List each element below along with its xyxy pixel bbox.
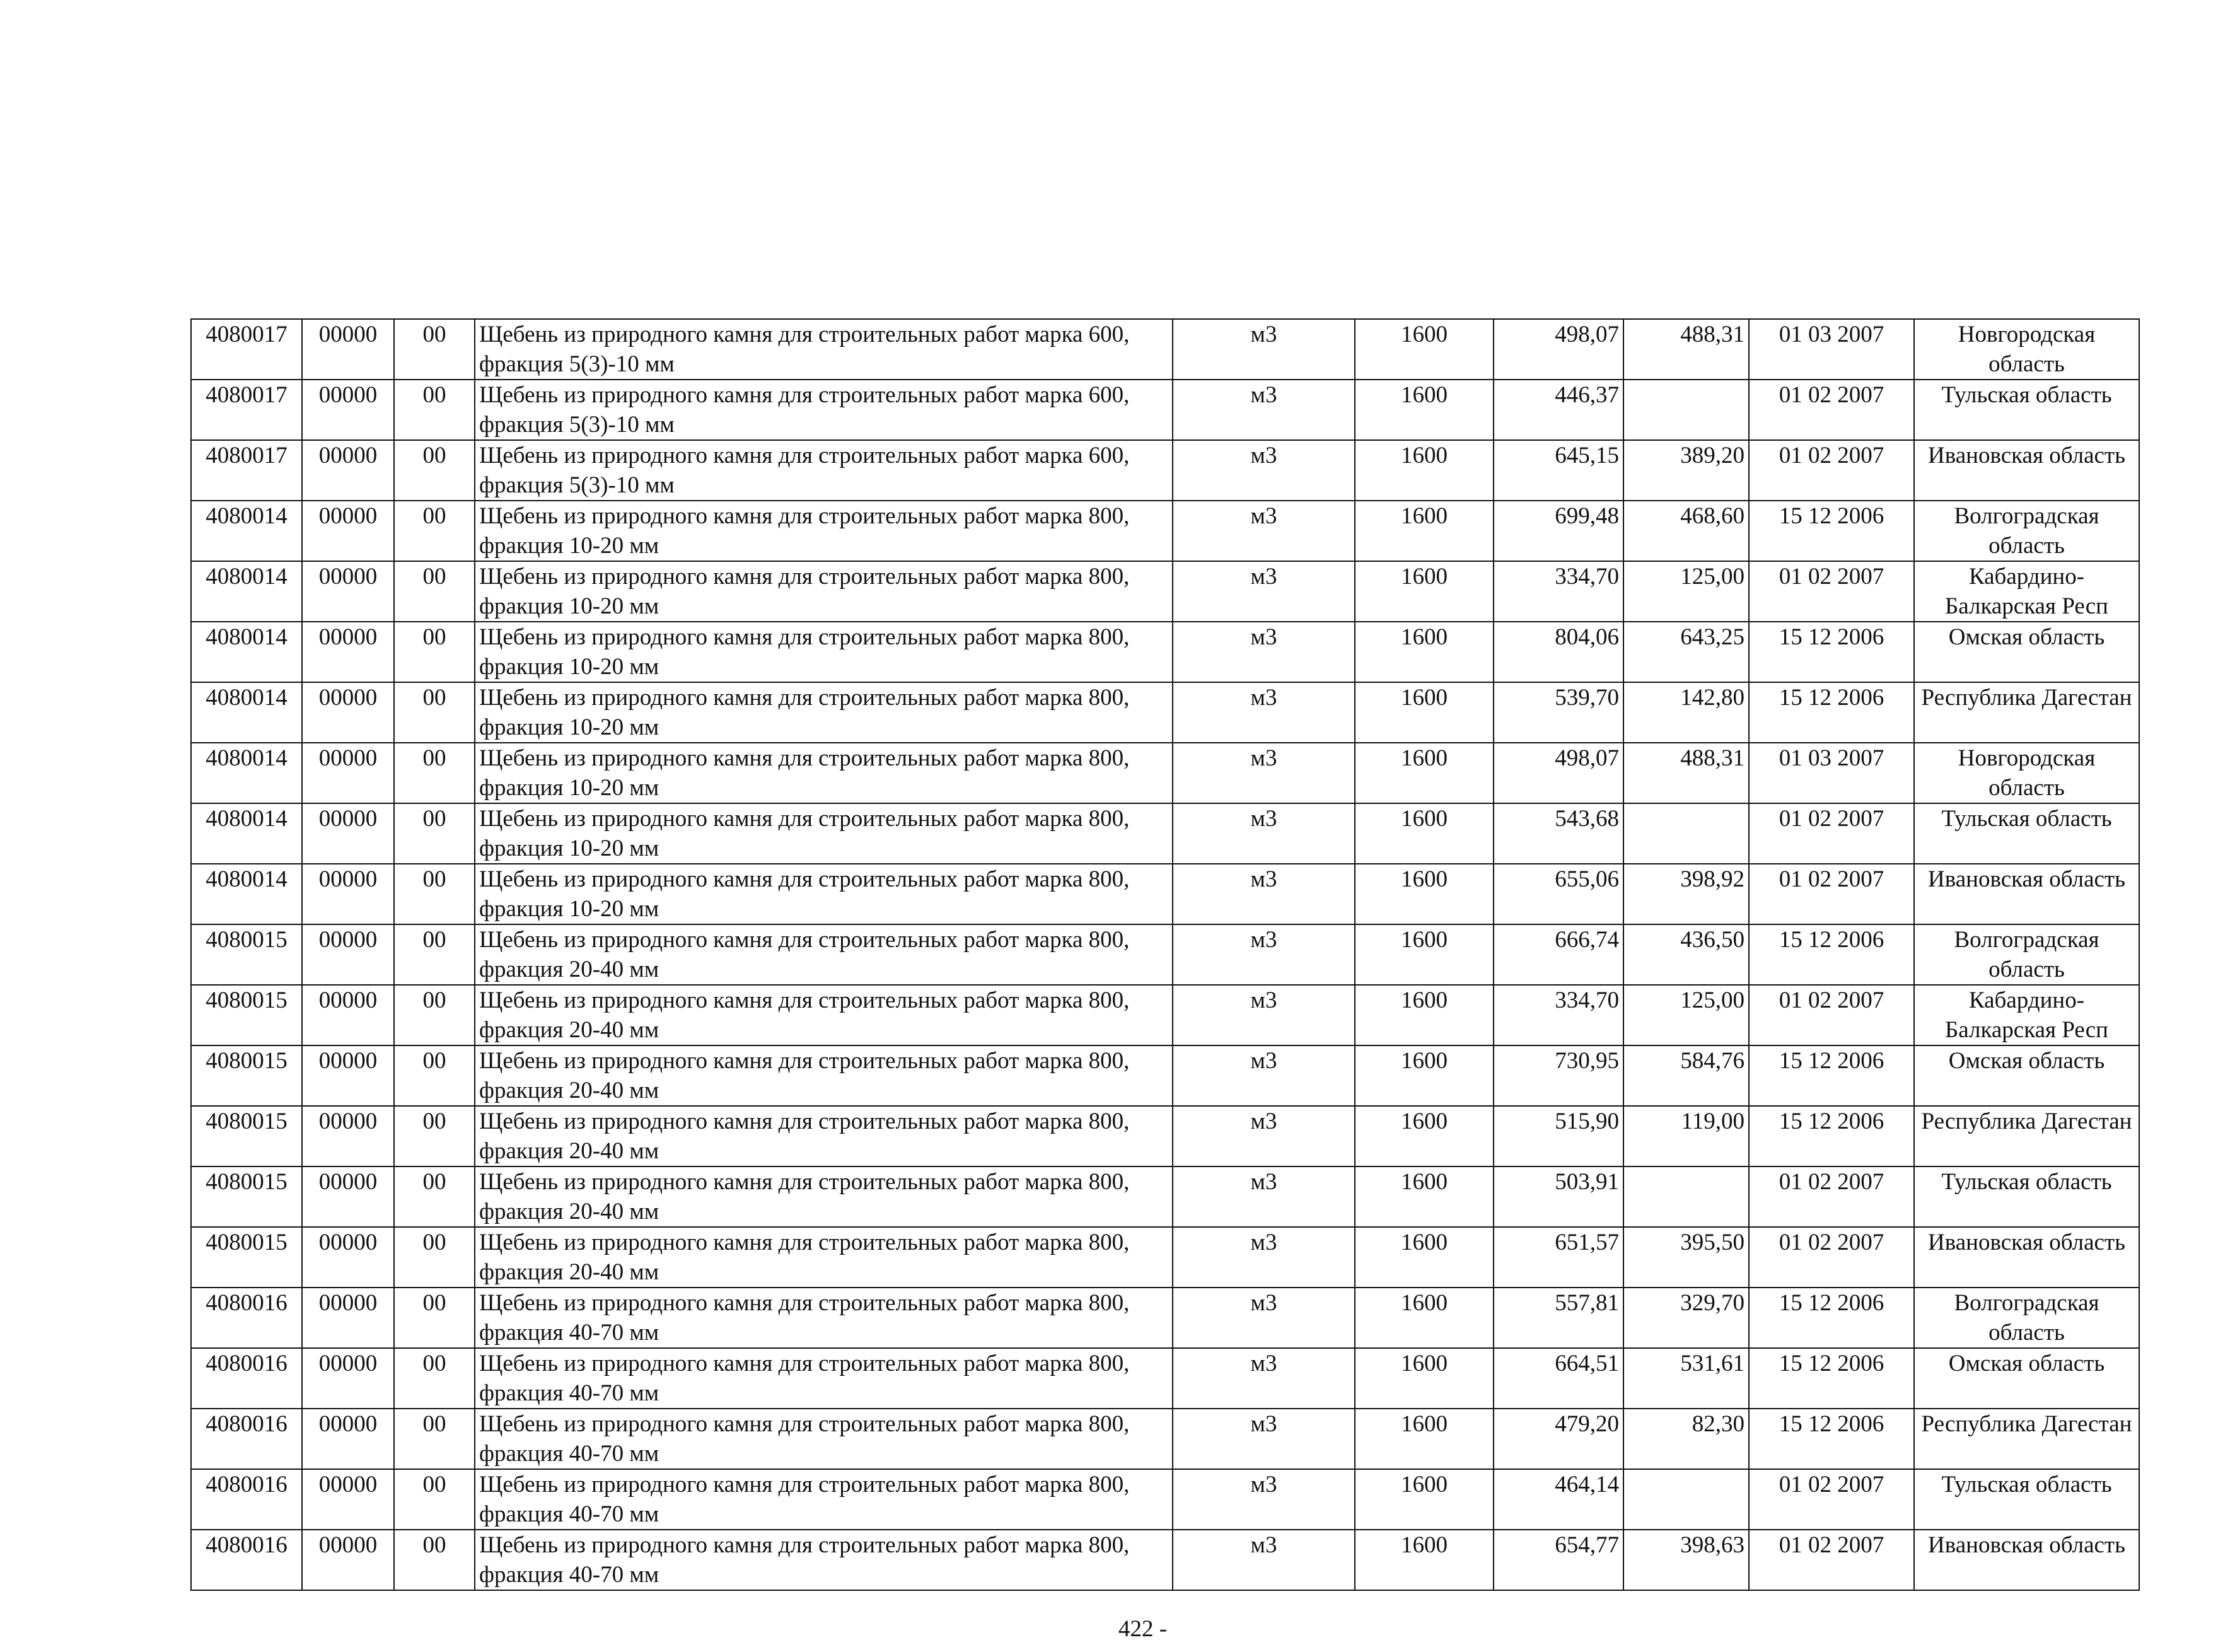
quantity-cell: 1600 xyxy=(1355,501,1494,561)
extension-cell: 00 xyxy=(394,1530,475,1590)
extension-cell: 00 xyxy=(394,380,475,440)
table-row xyxy=(191,985,2139,1045)
unit-cell: м3 xyxy=(1173,803,1355,864)
date-cell: 15 12 2006 xyxy=(1749,1288,1914,1348)
region-cell: Тульская область xyxy=(1914,803,2139,864)
extension-cell: 00 xyxy=(394,1227,475,1288)
subcode-cell: 00000 xyxy=(302,864,394,924)
extension-cell: 00 xyxy=(394,1045,475,1106)
region-cell: Волгоградская область xyxy=(1914,1288,2139,1348)
extension-cell: 00 xyxy=(394,501,475,561)
extension-cell: 00 xyxy=(394,1106,475,1166)
unit-cell: м3 xyxy=(1173,1106,1355,1166)
quantity-cell: 1600 xyxy=(1355,924,1494,985)
unit-cell: м3 xyxy=(1173,985,1355,1045)
quantity-cell: 1600 xyxy=(1355,319,1494,380)
subcode-cell: 00000 xyxy=(302,682,394,743)
unit-cell: м3 xyxy=(1173,743,1355,803)
unit-cell: м3 xyxy=(1173,501,1355,561)
extension-cell: 00 xyxy=(394,1288,475,1348)
code-cell: 4080014 xyxy=(191,561,302,622)
price-cell: 334,70 xyxy=(1494,561,1623,622)
quantity-cell: 1600 xyxy=(1355,1227,1494,1288)
subcode-cell: 00000 xyxy=(302,985,394,1045)
region-cell: Ивановская область xyxy=(1914,1227,2139,1288)
price-alt-cell: 389,20 xyxy=(1623,440,1749,501)
price-cell: 651,57 xyxy=(1494,1227,1623,1288)
quantity-cell: 1600 xyxy=(1355,864,1494,924)
price-cell: 730,95 xyxy=(1494,1045,1623,1106)
code-cell: 4080014 xyxy=(191,501,302,561)
region-cell: Республика Дагестан xyxy=(1914,1106,2139,1166)
price-cell: 699,48 xyxy=(1494,501,1623,561)
subcode-cell: 00000 xyxy=(302,440,394,501)
extension-cell: 00 xyxy=(394,803,475,864)
code-cell: 4080014 xyxy=(191,682,302,743)
region-cell: Ивановская область xyxy=(1914,1530,2139,1590)
price-alt-cell: 398,63 xyxy=(1623,1530,1749,1590)
name-cell: Щебень из природного камня для строительных работ марка 600, фракция 5(3)-10 мм xyxy=(475,319,1173,380)
extension-cell: 00 xyxy=(394,561,475,622)
price-cell: 479,20 xyxy=(1494,1409,1623,1469)
date-cell: 01 03 2007 xyxy=(1749,743,1914,803)
extension-cell: 00 xyxy=(394,1409,475,1469)
price-table xyxy=(190,318,2140,1591)
price-alt-cell: 395,50 xyxy=(1623,1227,1749,1288)
subcode-cell: 00000 xyxy=(302,1106,394,1166)
date-cell: 01 02 2007 xyxy=(1749,1469,1914,1530)
region-cell: Омская область xyxy=(1914,1045,2139,1106)
name-cell: Щебень из природного камня для строительных работ марка 600, фракция 5(3)-10 мм xyxy=(475,380,1173,440)
quantity-cell: 1600 xyxy=(1355,1469,1494,1530)
code-cell: 4080015 xyxy=(191,924,302,985)
name-cell: Щебень из природного камня для строительных работ марка 800, фракция 10-20 мм xyxy=(475,682,1173,743)
extension-cell: 00 xyxy=(394,622,475,682)
quantity-cell: 1600 xyxy=(1355,380,1494,440)
code-cell: 4080016 xyxy=(191,1530,302,1590)
code-cell: 4080015 xyxy=(191,1227,302,1288)
price-alt-cell: 531,61 xyxy=(1623,1348,1749,1409)
price-cell: 804,06 xyxy=(1494,622,1623,682)
table-row xyxy=(191,319,2139,380)
quantity-cell: 1600 xyxy=(1355,803,1494,864)
name-cell: Щебень из природного камня для строительных работ марка 800, фракция 10-20 мм xyxy=(475,622,1173,682)
table-row xyxy=(191,1348,2139,1409)
price-alt-cell xyxy=(1623,803,1749,864)
table-row xyxy=(191,803,2139,864)
quantity-cell: 1600 xyxy=(1355,985,1494,1045)
name-cell: Щебень из природного камня для строительных работ марка 800, фракция 40-70 мм xyxy=(475,1348,1173,1409)
unit-cell: м3 xyxy=(1173,1530,1355,1590)
price-cell: 503,91 xyxy=(1494,1166,1623,1227)
code-cell: 4080014 xyxy=(191,803,302,864)
subcode-cell: 00000 xyxy=(302,380,394,440)
table-row xyxy=(191,1106,2139,1166)
price-cell: 666,74 xyxy=(1494,924,1623,985)
unit-cell: м3 xyxy=(1173,1227,1355,1288)
code-cell: 4080015 xyxy=(191,985,302,1045)
code-cell: 4080017 xyxy=(191,380,302,440)
subcode-cell: 00000 xyxy=(302,1469,394,1530)
date-cell: 15 12 2006 xyxy=(1749,1348,1914,1409)
price-alt-cell xyxy=(1623,1166,1749,1227)
table-body xyxy=(191,319,2139,1590)
price-alt-cell: 329,70 xyxy=(1623,1288,1749,1348)
quantity-cell: 1600 xyxy=(1355,1409,1494,1469)
quantity-cell: 1600 xyxy=(1355,1530,1494,1590)
table-row xyxy=(191,924,2139,985)
price-cell: 654,77 xyxy=(1494,1530,1623,1590)
region-cell: Омская область xyxy=(1914,1348,2139,1409)
table-row xyxy=(191,380,2139,440)
extension-cell: 00 xyxy=(394,1348,475,1409)
price-alt-cell: 436,50 xyxy=(1623,924,1749,985)
date-cell: 01 02 2007 xyxy=(1749,380,1914,440)
code-cell: 4080015 xyxy=(191,1166,302,1227)
quantity-cell: 1600 xyxy=(1355,1166,1494,1227)
subcode-cell: 00000 xyxy=(302,803,394,864)
price-alt-cell: 142,80 xyxy=(1623,682,1749,743)
unit-cell: м3 xyxy=(1173,1469,1355,1530)
unit-cell: м3 xyxy=(1173,1166,1355,1227)
date-cell: 01 02 2007 xyxy=(1749,561,1914,622)
quantity-cell: 1600 xyxy=(1355,1288,1494,1348)
code-cell: 4080015 xyxy=(191,1045,302,1106)
subcode-cell: 00000 xyxy=(302,1227,394,1288)
date-cell: 15 12 2006 xyxy=(1749,1045,1914,1106)
region-cell: Волгоградская область xyxy=(1914,501,2139,561)
extension-cell: 00 xyxy=(394,924,475,985)
name-cell: Щебень из природного камня для строительных работ марка 800, фракция 20-40 мм xyxy=(475,1166,1173,1227)
code-cell: 4080014 xyxy=(191,743,302,803)
name-cell: Щебень из природного камня для строительных работ марка 800, фракция 10-20 мм xyxy=(475,561,1173,622)
region-cell: Новгородская область xyxy=(1914,319,2139,380)
table-row xyxy=(191,1045,2139,1106)
region-cell: Тульская область xyxy=(1914,1469,2139,1530)
price-alt-cell: 643,25 xyxy=(1623,622,1749,682)
extension-cell: 00 xyxy=(394,1469,475,1530)
unit-cell: м3 xyxy=(1173,1348,1355,1409)
name-cell: Щебень из природного камня для строительных работ марка 600, фракция 5(3)-10 мм xyxy=(475,440,1173,501)
code-cell: 4080014 xyxy=(191,622,302,682)
date-cell: 15 12 2006 xyxy=(1749,924,1914,985)
price-alt-cell xyxy=(1623,380,1749,440)
code-cell: 4080016 xyxy=(191,1288,302,1348)
subcode-cell: 00000 xyxy=(302,1530,394,1590)
subcode-cell: 00000 xyxy=(302,1166,394,1227)
price-alt-cell: 584,76 xyxy=(1623,1045,1749,1106)
quantity-cell: 1600 xyxy=(1355,682,1494,743)
region-cell: Омская область xyxy=(1914,622,2139,682)
price-cell: 334,70 xyxy=(1494,985,1623,1045)
price-alt-cell: 488,31 xyxy=(1623,743,1749,803)
name-cell: Щебень из природного камня для строительных работ марка 800, фракция 40-70 мм xyxy=(475,1288,1173,1348)
name-cell: Щебень из природного камня для строительных работ марка 800, фракция 20-40 мм xyxy=(475,1106,1173,1166)
code-cell: 4080015 xyxy=(191,1106,302,1166)
price-alt-cell: 125,00 xyxy=(1623,985,1749,1045)
date-cell: 15 12 2006 xyxy=(1749,622,1914,682)
date-cell: 01 02 2007 xyxy=(1749,1530,1914,1590)
price-cell: 645,15 xyxy=(1494,440,1623,501)
date-cell: 15 12 2006 xyxy=(1749,682,1914,743)
name-cell: Щебень из природного камня для строительных работ марка 800, фракция 20-40 мм xyxy=(475,985,1173,1045)
page-number: 422 - xyxy=(1118,1616,1168,1642)
date-cell: 01 02 2007 xyxy=(1749,1166,1914,1227)
price-alt-cell: 125,00 xyxy=(1623,561,1749,622)
price-cell: 464,14 xyxy=(1494,1469,1623,1530)
price-alt-cell: 119,00 xyxy=(1623,1106,1749,1166)
subcode-cell: 00000 xyxy=(302,622,394,682)
quantity-cell: 1600 xyxy=(1355,1106,1494,1166)
date-cell: 01 02 2007 xyxy=(1749,440,1914,501)
unit-cell: м3 xyxy=(1173,440,1355,501)
date-cell: 01 02 2007 xyxy=(1749,985,1914,1045)
table-row xyxy=(191,1288,2139,1348)
subcode-cell: 00000 xyxy=(302,1288,394,1348)
extension-cell: 00 xyxy=(394,682,475,743)
quantity-cell: 1600 xyxy=(1355,1045,1494,1106)
date-cell: 01 02 2007 xyxy=(1749,864,1914,924)
price-alt-cell: 398,92 xyxy=(1623,864,1749,924)
extension-cell: 00 xyxy=(394,864,475,924)
price-alt-cell: 468,60 xyxy=(1623,501,1749,561)
unit-cell: м3 xyxy=(1173,864,1355,924)
subcode-cell: 00000 xyxy=(302,743,394,803)
date-cell: 15 12 2006 xyxy=(1749,501,1914,561)
name-cell: Щебень из природного камня для строительных работ марка 800, фракция 40-70 мм xyxy=(475,1530,1173,1590)
subcode-cell: 00000 xyxy=(302,1348,394,1409)
table-row xyxy=(191,622,2139,682)
price-alt-cell xyxy=(1623,1469,1749,1530)
name-cell: Щебень из природного камня для строительных работ марка 800, фракция 10-20 мм xyxy=(475,803,1173,864)
price-cell: 543,68 xyxy=(1494,803,1623,864)
unit-cell: м3 xyxy=(1173,1288,1355,1348)
extension-cell: 00 xyxy=(394,985,475,1045)
quantity-cell: 1600 xyxy=(1355,743,1494,803)
unit-cell: м3 xyxy=(1173,1045,1355,1106)
table-row xyxy=(191,561,2139,622)
name-cell: Щебень из природного камня для строительных работ марка 800, фракция 40-70 мм xyxy=(475,1409,1173,1469)
name-cell: Щебень из природного камня для строительных работ марка 800, фракция 40-70 мм xyxy=(475,1469,1173,1530)
unit-cell: м3 xyxy=(1173,561,1355,622)
region-cell: Тульская область xyxy=(1914,1166,2139,1227)
subcode-cell: 00000 xyxy=(302,1409,394,1469)
table-row xyxy=(191,743,2139,803)
name-cell: Щебень из природного камня для строительных работ марка 800, фракция 20-40 мм xyxy=(475,1045,1173,1106)
subcode-cell: 00000 xyxy=(302,1045,394,1106)
region-cell: Республика Дагестан xyxy=(1914,682,2139,743)
price-cell: 515,90 xyxy=(1494,1106,1623,1166)
subcode-cell: 00000 xyxy=(302,561,394,622)
table-row xyxy=(191,1166,2139,1227)
region-cell: Волгоградская область xyxy=(1914,924,2139,985)
extension-cell: 00 xyxy=(394,440,475,501)
region-cell: Кабардино-Балкарская Респ xyxy=(1914,561,2139,622)
quantity-cell: 1600 xyxy=(1355,561,1494,622)
quantity-cell: 1600 xyxy=(1355,622,1494,682)
region-cell: Ивановская область xyxy=(1914,864,2139,924)
price-cell: 539,70 xyxy=(1494,682,1623,743)
code-cell: 4080017 xyxy=(191,319,302,380)
extension-cell: 00 xyxy=(394,1166,475,1227)
name-cell: Щебень из природного камня для строительных работ марка 800, фракция 20-40 мм xyxy=(475,924,1173,985)
extension-cell: 00 xyxy=(394,743,475,803)
date-cell: 15 12 2006 xyxy=(1749,1106,1914,1166)
subcode-cell: 00000 xyxy=(302,501,394,561)
code-cell: 4080017 xyxy=(191,440,302,501)
table-row xyxy=(191,682,2139,743)
code-cell: 4080014 xyxy=(191,864,302,924)
date-cell: 01 02 2007 xyxy=(1749,1227,1914,1288)
price-alt-cell: 82,30 xyxy=(1623,1409,1749,1469)
table-row xyxy=(191,1227,2139,1288)
code-cell: 4080016 xyxy=(191,1469,302,1530)
name-cell: Щебень из природного камня для строительных работ марка 800, фракция 20-40 мм xyxy=(475,1227,1173,1288)
unit-cell: м3 xyxy=(1173,682,1355,743)
code-cell: 4080016 xyxy=(191,1409,302,1469)
unit-cell: м3 xyxy=(1173,924,1355,985)
price-cell: 557,81 xyxy=(1494,1288,1623,1348)
price-alt-cell: 488,31 xyxy=(1623,319,1749,380)
date-cell: 01 03 2007 xyxy=(1749,319,1914,380)
price-cell: 664,51 xyxy=(1494,1348,1623,1409)
table-row xyxy=(191,1469,2139,1530)
quantity-cell: 1600 xyxy=(1355,440,1494,501)
quantity-cell: 1600 xyxy=(1355,1348,1494,1409)
table-row xyxy=(191,501,2139,561)
price-cell: 498,07 xyxy=(1494,743,1623,803)
region-cell: Ивановская область xyxy=(1914,440,2139,501)
table-row xyxy=(191,1409,2139,1469)
region-cell: Новгородская область xyxy=(1914,743,2139,803)
region-cell: Тульская область xyxy=(1914,380,2139,440)
table-row xyxy=(191,1530,2139,1590)
table-row xyxy=(191,864,2139,924)
unit-cell: м3 xyxy=(1173,622,1355,682)
price-cell: 446,37 xyxy=(1494,380,1623,440)
region-cell: Республика Дагестан xyxy=(1914,1409,2139,1469)
price-cell: 498,07 xyxy=(1494,319,1623,380)
code-cell: 4080016 xyxy=(191,1348,302,1409)
region-cell: Кабардино-Балкарская Респ xyxy=(1914,985,2139,1045)
name-cell: Щебень из природного камня для строительных работ марка 800, фракция 10-20 мм xyxy=(475,743,1173,803)
name-cell: Щебень из природного камня для строительных работ марка 800, фракция 10-20 мм xyxy=(475,501,1173,561)
date-cell: 15 12 2006 xyxy=(1749,1409,1914,1469)
subcode-cell: 00000 xyxy=(302,319,394,380)
unit-cell: м3 xyxy=(1173,380,1355,440)
unit-cell: м3 xyxy=(1173,1409,1355,1469)
subcode-cell: 00000 xyxy=(302,924,394,985)
date-cell: 01 02 2007 xyxy=(1749,803,1914,864)
table-row xyxy=(191,440,2139,501)
name-cell: Щебень из природного камня для строительных работ марка 800, фракция 10-20 мм xyxy=(475,864,1173,924)
price-cell: 655,06 xyxy=(1494,864,1623,924)
unit-cell: м3 xyxy=(1173,319,1355,380)
extension-cell: 00 xyxy=(394,319,475,380)
